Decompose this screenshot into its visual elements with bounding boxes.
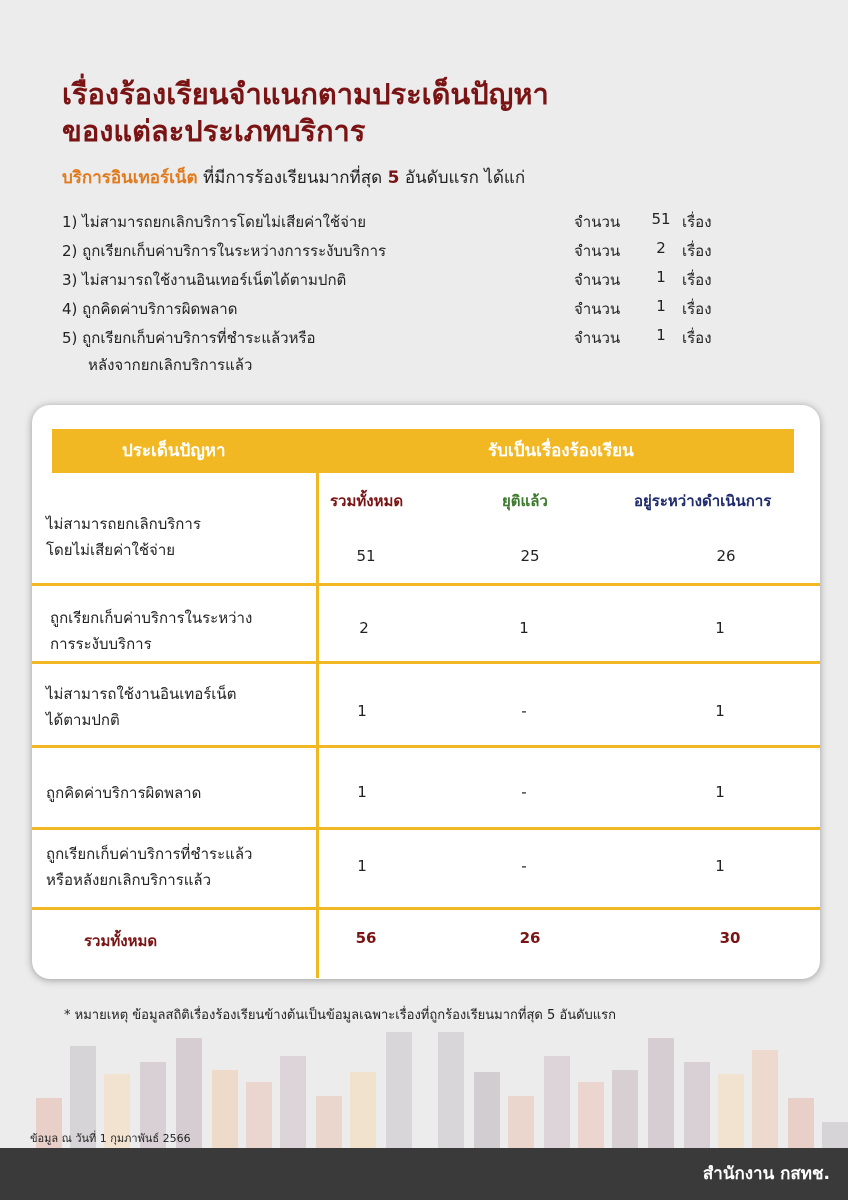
col-total-header: รวมทั้งหมด — [330, 492, 404, 510]
footer-org: สำนักงาน กสทช. — [702, 1164, 830, 1184]
row-divider — [32, 745, 820, 748]
decor-bar — [612, 1070, 638, 1148]
row-divider — [32, 583, 820, 586]
decor-bar — [544, 1056, 570, 1148]
subtitle-middle: ที่มีการร้องเรียนมากที่สุด — [202, 168, 383, 188]
list-item: 5) ถูกเรียกเก็บค่าบริการที่ชำระแล้วหรือ หลังจากยกเลิกบริการแล้ว จำนวน 1 เรื่อง — [62, 326, 712, 374]
complaints-table: ประเด็นปัญหา รับเป็นเรื่องร้องเรียน รวมทั้งหมด ยุติแล้ว อยู่ระหว่างดำเนินการ ไม่สามารถยกเลิกบริการ โดยไม่เสียค่าใช้จ่าย 51 25 26 ถูกเรียกเก็บค่าบริการในระหว่าง การระงับบริการ 2 1 1 ไม่สามารถใช้งานอินเทอร์เน็ต ได้ตามปกติ 1 - 1 ถูกคิดค่าบริการผิดพลาด 1 - 1 ถูกเรียกเก็บค่าบริการที่ชำระแล้ว หรือหลังยกเลิกบริการแล้ว 1 - 1 รวมทั้งหมด 56 26 30 — [32, 405, 820, 979]
list-item: 2) ถูกเรียกเก็บค่าบริการในระหว่างการระงับบริการ จำนวน 2 เรื่อง — [62, 239, 712, 260]
decor-bar — [578, 1082, 604, 1148]
decor-bar — [246, 1082, 272, 1148]
subtitle — [62, 164, 525, 191]
decor-bar — [438, 1032, 464, 1148]
decor-bar — [508, 1096, 534, 1148]
row-divider — [32, 827, 820, 830]
decor-bar — [684, 1062, 710, 1148]
decor-bar — [718, 1074, 744, 1148]
data-date: ข้อมูล ณ วันที่ 1 กุมภาพันธ์ 2566 — [30, 1132, 191, 1145]
top-issues-list — [62, 210, 762, 382]
col-resolved-header: ยุติแล้ว — [502, 492, 548, 510]
row-divider — [32, 661, 820, 664]
decor-bar — [474, 1072, 500, 1148]
decor-bar — [822, 1122, 848, 1148]
col-pending-header: อยู่ระหว่างดำเนินการ — [634, 492, 772, 510]
table-header — [52, 429, 794, 473]
page-title: เรื่องร้องเรียนจำแนกตามประเด็นปัญหา ของแต่ละประเภทบริการ — [62, 77, 549, 148]
decor-bar — [752, 1050, 778, 1148]
decor-bar — [212, 1070, 238, 1148]
header-accepted: รับเป็นเรื่องร้องเรียน — [488, 441, 634, 461]
decor-bar — [316, 1096, 342, 1148]
list-item: 4) ถูกคิดค่าบริการผิดพลาด จำนวน 1 เรื่อง — [62, 297, 712, 318]
column-divider — [316, 473, 319, 978]
subtitle-service: บริการอินเทอร์เน็ต — [62, 168, 198, 188]
subtitle-number: 5 — [387, 168, 400, 188]
row-divider — [32, 907, 820, 910]
decor-bar — [648, 1038, 674, 1148]
subtitle-end: อันดับแรก ได้แก่ — [404, 168, 526, 188]
list-item: 1) ไม่สามารถยกเลิกบริการโดยไม่เสียค่าใช้จ่าย จำนวน 51 เรื่อง — [62, 210, 712, 231]
footnote: * หมายเหตุ ข้อมูลสถิติเรื่องร้องเรียนข้างต้นเป็นข้อมูลเฉพาะเรื่องที่ถูกร้องเรียนมากที่สุด 5 อันดับแรก — [64, 1008, 617, 1023]
list-item: 3) ไม่สามารถใช้งานอินเทอร์เน็ตได้ตามปกติ จำนวน 1 เรื่อง — [62, 268, 712, 289]
header-issue: ประเด็นปัญหา — [122, 441, 226, 461]
footer — [0, 1148, 848, 1200]
decor-bar — [350, 1072, 376, 1148]
decor-bar — [788, 1098, 814, 1148]
decor-bar — [280, 1056, 306, 1148]
decor-bar — [386, 1032, 412, 1148]
